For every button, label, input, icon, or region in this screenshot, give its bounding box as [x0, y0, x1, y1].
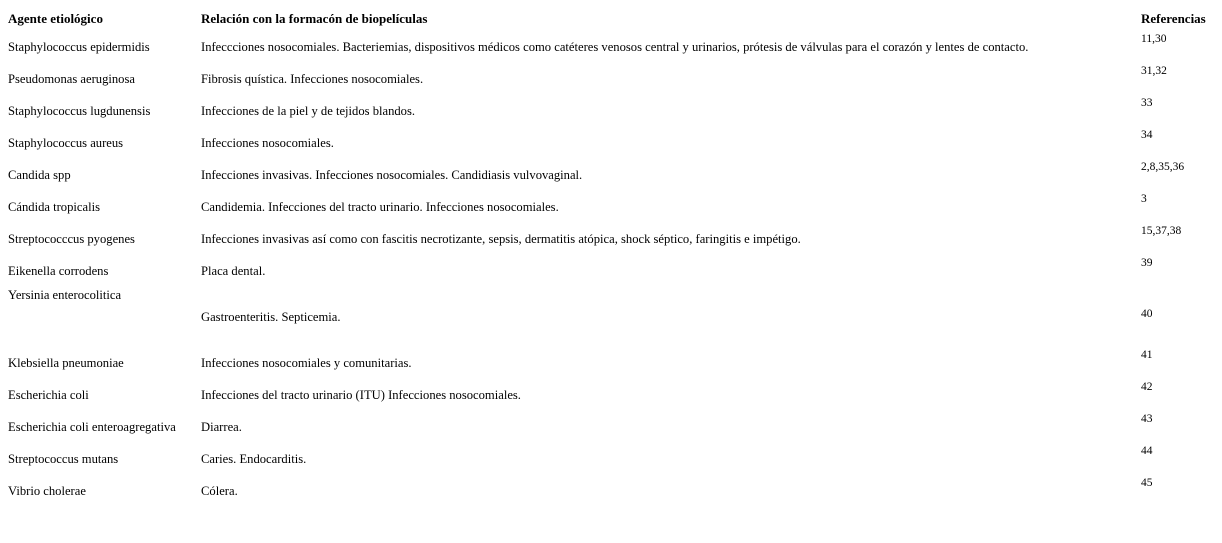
- agent-cell: Staphylococcus aureus: [8, 135, 124, 150]
- agent-cell: Escherichia coli: [8, 387, 89, 402]
- agent-cell: Klebsiella pneumoniae: [8, 355, 124, 370]
- references-cell: 41: [1141, 349, 1153, 361]
- relation-cell: Infecciones nosocomiales y comunitarias.: [201, 355, 412, 370]
- table-row: [4, 127, 1218, 159]
- relation-cell: Caries. Endocarditis.: [201, 451, 307, 466]
- agent-cell: Streptococccus pyogenes: [8, 231, 135, 246]
- references-cell: 44: [1141, 445, 1153, 457]
- header-relation: Relación con la formacón de biopelículas: [201, 10, 428, 26]
- relation-cell: Infecciones invasivas así como con fascitis necrotizante, sepsis, dermatitis atópica, shock séptico, faringitis e impétigo.: [201, 231, 801, 246]
- references-cell: 43: [1141, 413, 1153, 425]
- table-row: [4, 95, 1218, 127]
- agent-cell: Yersinia enterocolitica: [8, 288, 122, 302]
- biofilm-table: [4, 6, 1218, 507]
- table-row: [4, 411, 1218, 443]
- agent-cell: Candida spp: [8, 167, 71, 182]
- references-cell: 39: [1141, 257, 1153, 269]
- references-cell: 40: [1141, 308, 1153, 320]
- relation-cell: Placa dental.: [201, 263, 266, 278]
- references-cell: 31,32: [1141, 65, 1167, 77]
- agent-cell: Pseudomonas aeruginosa: [8, 71, 135, 86]
- header-agent: Agente etiológico: [8, 10, 103, 26]
- relation-cell: Infecciones nosocomiales.: [201, 135, 334, 150]
- table-row: [4, 223, 1218, 255]
- relation-cell: Infecciones del tracto urinario (ITU) Infecciones nosocomiales.: [201, 387, 521, 402]
- table-row: [4, 443, 1218, 475]
- agent-cell: Staphylococcus lugdunensis: [8, 103, 151, 118]
- references-cell: 15,37,38: [1141, 225, 1182, 237]
- table-header-row: [4, 6, 1218, 31]
- relation-cell: Gastroenteritis. Septicemia.: [201, 309, 341, 324]
- table-row: [4, 379, 1218, 411]
- table-row: [4, 159, 1218, 191]
- references-cell: 11,30: [1141, 33, 1167, 45]
- table-row: [4, 475, 1218, 507]
- agent-cell: Escherichia coli enteroagregativa: [8, 419, 176, 434]
- table-row: [4, 31, 1218, 63]
- agent-cell: Vibrio cholerae: [8, 483, 86, 498]
- table-row: [4, 63, 1218, 95]
- agent-cell: Eikenella corrodens: [8, 263, 109, 278]
- table-row: [4, 191, 1218, 223]
- agent-cell: Staphylococcus epidermidis: [8, 39, 150, 54]
- header-references: Referencias: [1141, 10, 1206, 26]
- table-row: [4, 347, 1218, 379]
- relation-cell: Infecciones invasivas. Infecciones nosocomiales. Candidiasis vulvovaginal.: [201, 167, 583, 182]
- relation-cell: Cólera.: [201, 483, 238, 498]
- agent-cell: Streptococcus mutans: [8, 451, 119, 466]
- references-cell: 2,8,35,36: [1141, 161, 1185, 173]
- references-cell: 3: [1141, 193, 1147, 205]
- relation-cell: Fibrosis quística. Infecciones nosocomiales.: [201, 71, 424, 86]
- references-cell: 42: [1141, 381, 1153, 393]
- references-cell: 45: [1141, 477, 1153, 489]
- agent-cell: Cándida tropicalis: [8, 199, 100, 214]
- references-cell: 34: [1141, 129, 1153, 141]
- relation-cell: Candidemia. Infecciones del tracto urinario. Infecciones nosocomiales.: [201, 199, 559, 214]
- relation-cell: Diarrea.: [201, 419, 242, 434]
- table-row: [4, 287, 1218, 347]
- relation-cell: Infeccciones nosocomiales. Bacteriemias, dispositivos médicos como catéteres venosos central y urinarios, prótesis de válvulas para el corazón y lentes de contacto.: [201, 39, 1029, 54]
- relation-cell: Infecciones de la piel y de tejidos blandos.: [201, 103, 416, 118]
- references-cell: 33: [1141, 97, 1153, 109]
- table-row: [4, 255, 1218, 287]
